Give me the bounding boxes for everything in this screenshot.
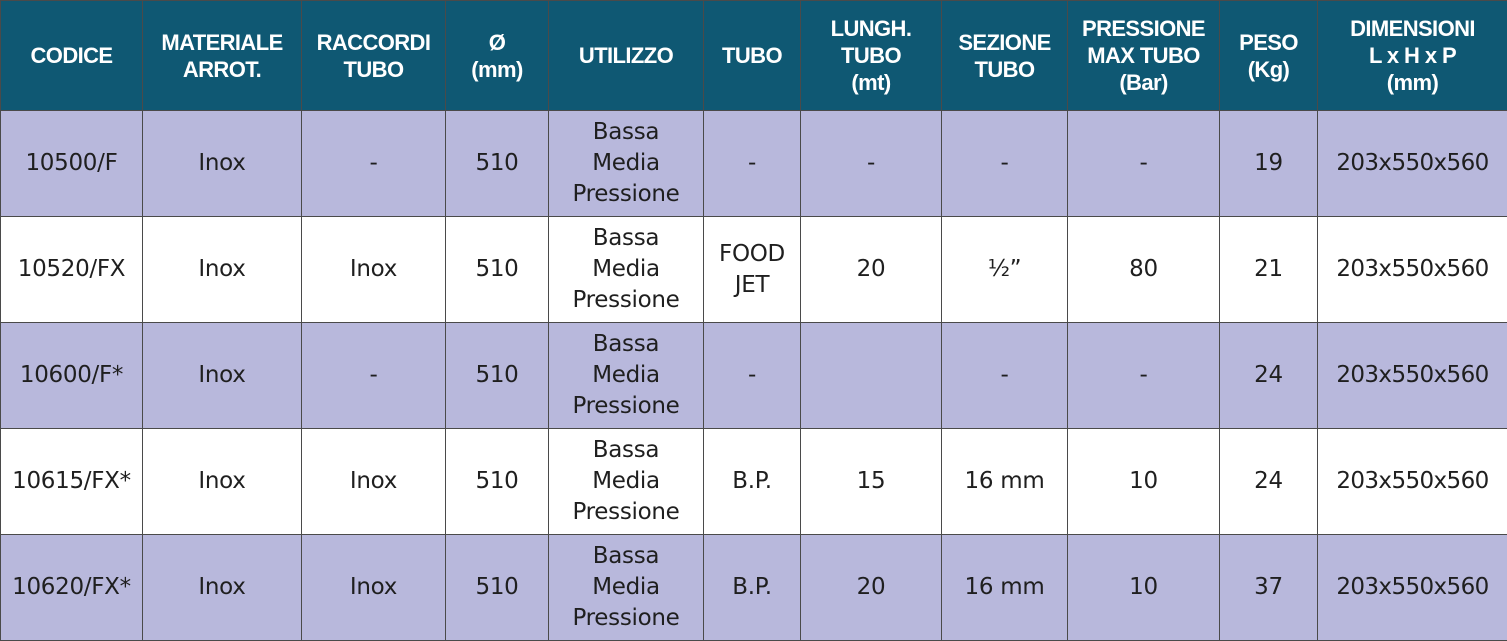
cell-lungh bbox=[801, 323, 942, 429]
cell-lungh: 20 bbox=[801, 535, 942, 641]
cell-diameter: 510 bbox=[446, 111, 549, 217]
cell-lungh: 20 bbox=[801, 217, 942, 323]
header-row bbox=[1, 1, 1507, 111]
header-materiale-arrot: MATERIALE ARROT. bbox=[143, 1, 302, 111]
cell-materiale: Inox bbox=[143, 535, 302, 641]
cell-peso: 19 bbox=[1220, 111, 1318, 217]
header-peso: PESO (Kg) bbox=[1220, 1, 1318, 111]
header-diameter: Ø (mm) bbox=[446, 1, 549, 111]
cell-sezione: - bbox=[942, 323, 1068, 429]
cell-codice: 10600/F* bbox=[1, 323, 143, 429]
cell-pressione: - bbox=[1068, 323, 1220, 429]
cell-tubo: - bbox=[704, 111, 801, 217]
cell-materiale: Inox bbox=[143, 429, 302, 535]
table-row bbox=[1, 429, 1507, 535]
cell-pressione: 10 bbox=[1068, 535, 1220, 641]
cell-peso: 24 bbox=[1220, 323, 1318, 429]
header-utilizzo: UTILIZZO bbox=[549, 1, 704, 111]
cell-raccordi: - bbox=[302, 111, 446, 217]
cell-sezione: 16 mm bbox=[942, 429, 1068, 535]
cell-diameter: 510 bbox=[446, 323, 549, 429]
table-row bbox=[1, 535, 1507, 641]
cell-codice: 10620/FX* bbox=[1, 535, 143, 641]
table-row bbox=[1, 323, 1507, 429]
cell-raccordi: - bbox=[302, 323, 446, 429]
cell-utilizzo: Bassa Media Pressione bbox=[549, 111, 704, 217]
cell-diameter: 510 bbox=[446, 429, 549, 535]
header-tubo: TUBO bbox=[704, 1, 801, 111]
cell-pressione: - bbox=[1068, 111, 1220, 217]
cell-sezione: 16 mm bbox=[942, 535, 1068, 641]
cell-peso: 24 bbox=[1220, 429, 1318, 535]
header-pressione-max: PRESSIONE MAX TUBO (Bar) bbox=[1068, 1, 1220, 111]
cell-dimensioni: 203x550x560 bbox=[1318, 429, 1507, 535]
cell-codice: 10520/FX bbox=[1, 217, 143, 323]
cell-dimensioni: 203x550x560 bbox=[1318, 111, 1507, 217]
header-raccordi-tubo: RACCORDI TUBO bbox=[302, 1, 446, 111]
header-dimensioni: DIMENSIONI L x H x P (mm) bbox=[1318, 1, 1507, 111]
cell-utilizzo: Bassa Media Pressione bbox=[549, 323, 704, 429]
cell-codice: 10500/F bbox=[1, 111, 143, 217]
cell-peso: 21 bbox=[1220, 217, 1318, 323]
header-lungh-tubo: LUNGH. TUBO (mt) bbox=[801, 1, 942, 111]
cell-diameter: 510 bbox=[446, 217, 549, 323]
cell-pressione: 80 bbox=[1068, 217, 1220, 323]
cell-pressione: 10 bbox=[1068, 429, 1220, 535]
cell-materiale: Inox bbox=[143, 111, 302, 217]
cell-dimensioni: 203x550x560 bbox=[1318, 217, 1507, 323]
cell-utilizzo: Bassa Media Pressione bbox=[549, 217, 704, 323]
cell-tubo: FOOD JET bbox=[704, 217, 801, 323]
cell-tubo: - bbox=[704, 323, 801, 429]
cell-tubo: B.P. bbox=[704, 429, 801, 535]
cell-dimensioni: 203x550x560 bbox=[1318, 535, 1507, 641]
cell-utilizzo: Bassa Media Pressione bbox=[549, 535, 704, 641]
cell-codice: 10615/FX* bbox=[1, 429, 143, 535]
cell-sezione: - bbox=[942, 111, 1068, 217]
cell-lungh: 15 bbox=[801, 429, 942, 535]
cell-materiale: Inox bbox=[143, 323, 302, 429]
cell-tubo: B.P. bbox=[704, 535, 801, 641]
cell-dimensioni: 203x550x560 bbox=[1318, 323, 1507, 429]
cell-utilizzo: Bassa Media Pressione bbox=[549, 429, 704, 535]
table-row bbox=[1, 217, 1507, 323]
cell-raccordi: Inox bbox=[302, 535, 446, 641]
table-row bbox=[1, 111, 1507, 217]
header-codice: CODICE bbox=[1, 1, 143, 111]
cell-diameter: 510 bbox=[446, 535, 549, 641]
cell-lungh: - bbox=[801, 111, 942, 217]
cell-raccordi: Inox bbox=[302, 217, 446, 323]
cell-materiale: Inox bbox=[143, 217, 302, 323]
cell-sezione: ½” bbox=[942, 217, 1068, 323]
header-sezione-tubo: SEZIONE TUBO bbox=[942, 1, 1068, 111]
cell-peso: 37 bbox=[1220, 535, 1318, 641]
cell-raccordi: Inox bbox=[302, 429, 446, 535]
